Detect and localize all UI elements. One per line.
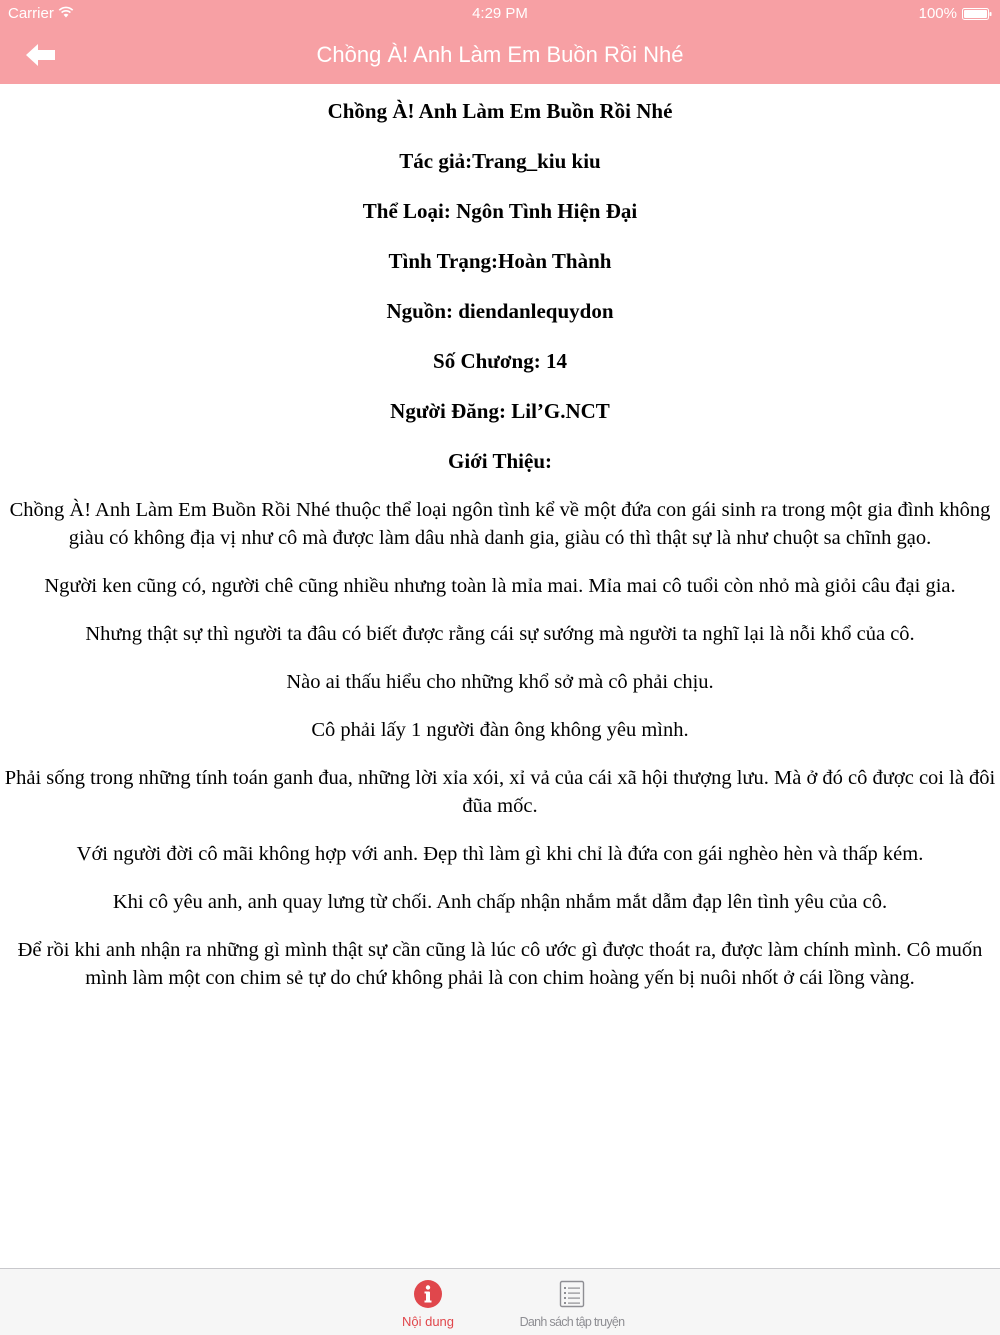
story-author: Tác giả:Trang_kiu kiu <box>399 149 601 173</box>
story-chapter-count: Số Chương: 14 <box>433 349 567 373</box>
tab-bar <box>0 1268 1000 1335</box>
intro-paragraph: Phải sống trong những tính toán ganh đua, những lời xỉa xói, xỉ vả của cái xã hội thượng lưu. Mà ở đó cô được coi là đôi đũa mốc. <box>4 767 996 817</box>
tab-chapter-list-label: Danh sách tập truyện <box>519 1315 625 1329</box>
intro-paragraph: Với người đời cô mãi không hợp với anh. Đẹp thì làm gì khi chỉ là đứa con gái nghèo hèn và thấp kém. <box>76 843 924 865</box>
carrier-label: Carrier <box>8 5 54 22</box>
intro-paragraph: Nào ai thấu hiểu cho những khổ sở mà cô phải chịu. <box>286 671 714 693</box>
status-battery <box>919 4 992 24</box>
battery-percent: 100% <box>918 5 957 22</box>
intro-heading: Giới Thiệu: <box>447 449 552 473</box>
navigation-bar <box>0 0 1000 84</box>
tab-content[interactable] <box>378 1269 478 1335</box>
battery-icon <box>962 8 992 20</box>
nav-title: Chồng À! Anh Làm Em Buồn Rồi Nhé <box>316 42 684 67</box>
story-content <box>0 96 1000 1012</box>
back-arrow-icon[interactable] <box>24 41 58 69</box>
list-icon <box>557 1279 587 1309</box>
intro-paragraph: Cô phải lấy 1 người đàn ông không yêu mình. <box>311 719 689 741</box>
story-source: Nguồn: diendanlequydon <box>386 299 614 323</box>
intro-paragraph: Để rồi khi anh nhận ra những gì mình thật sự cần cũng là lúc cô ước gì được thoát ra, được làm chính mình. Cô muốn mình làm một con chim sẻ tự do chứ không phải là con chim hoàng yến bị nuôi nhốt ở cái lồng vàng. <box>17 939 983 989</box>
intro-paragraph: Nhưng thật sự thì người ta đâu có biết được rằng cái sự sướng mà người ta nghĩ lại là nỗi khổ của cô. <box>85 623 915 645</box>
info-icon <box>413 1279 443 1309</box>
story-status: Tình Trạng:Hoàn Thành <box>388 249 612 273</box>
story-uploader: Người Đăng: Lil’G.NCT <box>390 399 610 423</box>
intro-paragraph: Người ken cũng có, người chê cũng nhiều nhưng toàn là mỉa mai. Mỉa mai cô tuổi còn nhỏ mà giỏi câu đại gia. <box>44 575 956 597</box>
intro-paragraph: Chồng À! Anh Làm Em Buồn Rồi Nhé thuộc thể loại ngôn tình kể về một đứa con gái sinh ra trong một gia đình không giàu có không địa vị như cô mà được làm dâu nhà danh gia, giàu có thì thật sự là như chuột sa chĩnh gạo. <box>9 499 991 549</box>
status-time: 4:29 PM <box>472 5 528 22</box>
tab-content-label: Nội dung <box>401 1314 455 1329</box>
intro-paragraph: Khi cô yêu anh, anh quay lưng từ chối. Anh chấp nhận nhắm mắt dẫm đạp lên tình yêu của cô. <box>112 891 888 913</box>
tab-chapter-list[interactable] <box>492 1269 652 1335</box>
story-genre: Thể Loại: Ngôn Tình Hiện Đại <box>362 199 638 223</box>
story-title: Chồng À! Anh Làm Em Buồn Rồi Nhé <box>327 99 673 123</box>
